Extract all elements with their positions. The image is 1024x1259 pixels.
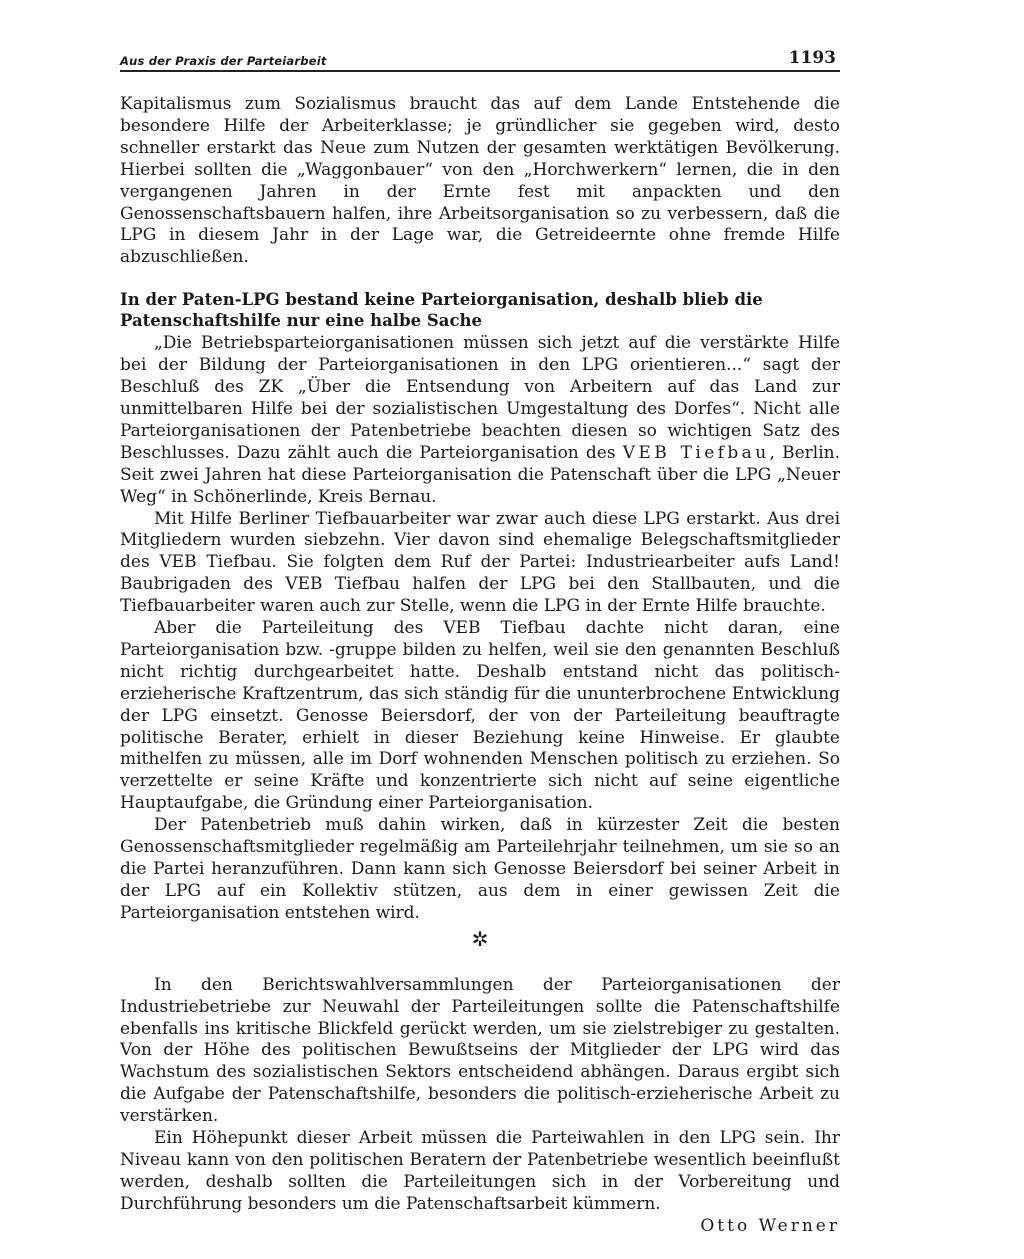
section-heading: In der Paten-LPG bestand keine Parteiorganisation, deshalb blieb die Patenschaftshilfe nur eine halbe Sache <box>120 290 763 331</box>
page-number: 1193 <box>788 48 836 68</box>
section-paragraph-2: Mit Hilfe Berliner Tiefbauarbeiter war zwar auch diese LPG erstarkt. Aus drei Mitgliedern wurden siebzehn. Vier davon sind ehemalige Belegschaftsmitglieder des VEB Tiefbau. Sie folgten dem Ruf der Partei: Industriearbeiter aufs Land! Baubrigaden des VEB Tiefbau halfen der LPG bei den Stallbauten, und die Tiefbauarbeiter waren auch zur Stelle, wenn die LPG in der Ernte Hilfe brauchte. <box>120 508 840 617</box>
intro-paragraph: Kapitalismus zum Sozialismus braucht das auf dem Lande Entstehende die besondere Hilfe der Arbeiterklasse; je gründlicher sie gegeben wird, desto schneller erstarkt das Neue zum Nutzen der gesamten werktätigen Bevölkerung. Hierbei sollten die „Waggonbauer“ von den „Horchwerkern“ lernen, die in den vergangenen Jahren in der Ernte fest mit anpackten und den Genossenschaftsbauern halfen, ihre Arbeitsorganisation so zu verbessern, daß die LPG in diesem Jahr in der Lage war, die Getreideernte ohne fremde Hilfe abzuschließen. <box>120 94 840 268</box>
section-paragraph-1 <box>120 333 840 508</box>
company-name-spaced: VEB Tiefbau <box>622 442 770 463</box>
section-separator-star-icon: ✲ <box>471 926 489 951</box>
document-page <box>120 40 840 1238</box>
closing-paragraph-2-text: Ein Höhepunkt dieser Arbeit müssen die Parteiwahlen in den LPG sein. Ihr Niveau kann von den politischen Beratern der Patenbetriebe wesentlich beeinflußt werden, deshalb sollten die Parteileitungen sich in der Vorbereitung und Durchführung besonders um die Patenschaftsarbeit kümmern. <box>120 1128 840 1214</box>
section-paragraph-1-part-b: , Berlin. Seit zwei Jahren hat diese Parteiorganisation die Patenschaft über die LPG „Neuer Weg“ in Schönerlinde, Kreis Bernau. <box>120 442 841 507</box>
closing-paragraph-2 <box>120 1128 840 1236</box>
section-paragraph-3: Aber die Parteileitung des VEB Tiefbau dachte nicht daran, eine Parteiorganisation bzw. -gruppe bilden zu helfen, weil sie den genannten Beschluß nicht richtig durchgearbeitet hatte. Deshalb entstand nicht das politisch-erzieherische Kraftzentrum, das sich ständig für die ununterbrochene Entwicklung der LPG einsetzt. Genosse Beiersdorf, der von der Parteileitung beauftragte politische Berater, erhielt in dieser Beziehung keine Hinweise. Er glaubte mithelfen zu müssen, alle im Dorf wohnenden Menschen politisch zu erziehen. So verzettelte er seine Kräfte und konzentrierte sich nicht auf seine eigentliche Hauptaufgabe, die Gründung einer Parteiorganisation. <box>120 618 840 814</box>
author-signature: Otto Werner <box>700 1215 840 1236</box>
page-header <box>120 40 840 72</box>
article-body <box>120 94 841 1236</box>
closing-paragraph-1: In den Berichtswahlversammlungen der Parteiorganisationen der Industriebetriebe zur Neuwahl der Parteileitungen sollte die Patenschaftshilfe ebenfalls ins kritische Blickfeld gerückt werden, um sie zielstrebiger zu gestalten. Von der Höhe des politischen Bewußtseins der Mitglieder der LPG wird das Wachstum des sozialistischen Sektors entscheidend abhängen. Daraus ergibt sich die Aufgabe der Patenschaftshilfe, besonders die politisch-erzieherische Arbeit zu verstärken. <box>120 974 840 1127</box>
section-paragraph-1-part-a: „Die Betriebsparteiorganisationen müssen sich jetzt auf die verstärkte Hilfe bei der Bildung der Parteiorganisationen in den LPG orientieren...“ sagt der Beschluß des ZK „Über die Entsendung von Arbeitern auf das Land zur unmittelbaren Hilfe bei der sozialistischen Umgestaltung des Dorfes“. Nicht alle Parteiorganisationen der Patenbetriebe beachten diesen so wichtigen Satz des Beschlusses. Dazu zählt auch die Parteiorganisation des <box>120 333 840 463</box>
running-title: Aus der Praxis der Parteiarbeit <box>120 54 327 68</box>
section-paragraph-4: Der Patenbetrieb muß dahin wirken, daß in kürzester Zeit die besten Genossenschaftsmitglieder regelmäßig am Parteilehrjahr teilnehmen, um sie so an die Partei heranzuführen. Dann kann sich Genosse Beiersdorf bei seiner Arbeit in der LPG auf ein Kollektiv stützen, aus dem in einer gewissen Zeit die Parteiorganisation entstehen wird. <box>120 815 840 923</box>
